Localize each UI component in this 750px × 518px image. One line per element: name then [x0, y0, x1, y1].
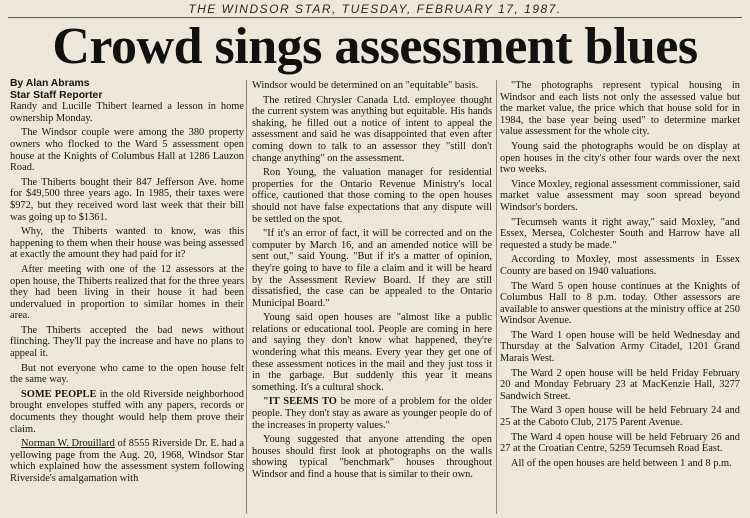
paragraph: The Ward 3 open house will be held February 24 and 25 at the Caboto Club, 2175 Parent Avenue. [500, 405, 740, 429]
paragraph [252, 396, 492, 431]
column-divider [496, 80, 497, 514]
paragraph: The Thiberts accepted the bad news without flinching. They'll pay the increase and have no plans to appeal it. [10, 324, 244, 360]
paragraph: "Tecumseh wants it right away," said Moxley, "and Essex, Mersea, Colchester South and Harrow have all requested a study be made." [500, 216, 740, 251]
paragraph: Randy and Lucille Thibert learned a lesson in home ownership Monday. [10, 101, 244, 124]
paragraph: The retired Chrysler Canada Ltd. employee thought the current system was anything but equitable. His hands shaking, he filled out a notice of intent to appeal the assessment and said he was disappointed that even after coming down to talk to an assessor they "still don't change anything" on the assessment. [252, 94, 492, 164]
paragraph [10, 438, 244, 484]
column-1 [10, 78, 244, 514]
paragraph: Young said open houses are "almost like a public relations or educational tool. People are coming in here and saying they don't know what happened, they're wondering what this means. Every year they get one of these assessment notices in the mail and they just toss it in the garbage. But suddenly this year it means something. It's a cultural shock. [252, 312, 492, 393]
reporter-credit: Star Staff Reporter [10, 89, 103, 101]
paragraph: "The photographs represent typical housing in Windsor and each lists not only the assessed value but the market value, the price which that house sold for in 1984, the base year being used" to determine market value assessment for the whole city. [500, 80, 740, 138]
paragraph-lead: SOME PEOPLE [21, 388, 97, 400]
column-2 [252, 80, 492, 516]
paragraph: Young said the photographs would be on display at open houses in the city's other four wards over the next two weeks. [500, 140, 740, 176]
headline: Crowd sings assessment blues [52, 18, 698, 75]
paragraph [10, 389, 244, 435]
column-3 [500, 80, 740, 516]
paragraph: The Ward 2 open house will be held Friday February 20 and Monday February 23 at MacKenzie Hall, 3277 Sandwich Street. [500, 367, 740, 402]
paragraph: The Ward 4 open house will be held February 26 and 27 at the Croatian Centre, 5259 Tecumseh Road East. [500, 431, 740, 455]
paragraph: The Ward 1 open house will be held Wednesday and Thursday at the Salvation Army Citadel, 1201 Grand Marais West. [500, 329, 740, 365]
paragraph: Why, the Thiberts wanted to know, was this happening to them when their house was being assessed at exactly the amount they had paid for it? [10, 226, 244, 261]
person-name: Norman W. Drouillard [21, 438, 115, 450]
paragraph-lead: "IT SEEMS TO [263, 396, 337, 408]
byline: By Alan Abrams [10, 78, 90, 89]
paragraph-text: of 8555 Riverside Dr. E. had a yellowing page from the Aug. 20, 1968, Windsor Star which explained how the assessment system following Riverside's amalgamation with [10, 438, 244, 484]
paragraph: Ron Young, the valuation manager for residential properties for the Ontario Revenue Ministry's local office, cautioned that those coming to the open houses should not have false expectations that any dispute will be settled on the spot. [252, 167, 492, 225]
paragraph-text: be more of a problem for the older people. They don't stay as aware as younger people do of the increases in property values." [252, 396, 492, 431]
paragraph: According to Moxley, most assessments in Essex County are based on 1940 valuations. [500, 254, 740, 277]
paragraph: All of the open houses are held between 1 and 8 p.m. [511, 457, 732, 469]
paragraph: But not everyone who came to the open house felt the same way. [10, 362, 244, 386]
paragraph: After meeting with one of the 12 assessors at the open house, the Thiberts realized that for the three years they had been living in their house it had been undervalued in proportion to similar homes in their area. [10, 263, 244, 322]
paragraph: The Thiberts bought their 847 Jefferson Ave. home for $49,500 three years ago. In 1985, their taxes were $972, but they received word last week that their bill was going up to $1361. [10, 176, 244, 223]
column-divider [246, 80, 247, 514]
paragraph: Young suggested that anyone attending the open houses should first look at photographs on the walls showing typical "benchmark" houses throughout Windsor and find a house that is similar to their own. [252, 434, 492, 480]
paragraph: Windsor would be determined on an "equitable" basis. [252, 80, 479, 91]
paragraph: The Windsor couple were among the 380 property owners who flocked to the Ward 5 assessment open house at the Knights of Columbus Hall at 1286 Lauzon Road. [10, 127, 244, 174]
paragraph-text: in the old Riverside neighborhood brought envelopes stuffed with any papers, records or documents they thought would help them prove their claim. [10, 388, 244, 435]
paragraph: "If it's an error of fact, it will be corrected and on the computer by March 16, and an amended notice will be sent out," said Young. "But if it's a matter of opinion, they're going to have to file a claim and it will be heard by the Assessment Review Board. If they are still dissatisfied, the case can be appealed to the Ontario Municipal Board." [252, 228, 492, 309]
dateline: THE WINDSOR STAR, TUESDAY, FEBRUARY 17, 1987. [188, 2, 562, 16]
paragraph: The Ward 5 open house continues at the Knights of Columbus Hall to 8 p.m. today. Other assessors are available to answer questions at the ministry office at 250 Windsor Avenue. [500, 280, 740, 327]
paragraph: Vince Moxley, regional assessment commissioner, said market value assessment may soon spread beyond Windsor's borders. [500, 178, 740, 213]
